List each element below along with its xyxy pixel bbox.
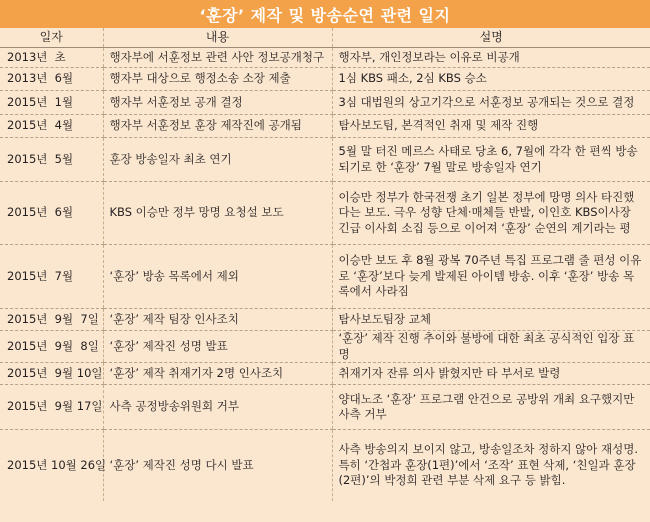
row-content: 행자부 서훈정보 공개 결정	[103, 91, 332, 115]
row-content: 행자부 대상으로 행정소송 소장 제출	[103, 68, 332, 91]
row-content: KBS 이승만 정부 망명 요청설 보도	[103, 182, 332, 245]
row-content: 훈장 방송일자 최초 연기	[103, 138, 332, 182]
row-date: 2015년 9월 7일	[0, 309, 103, 331]
row-content: ‘훈장’ 제작진 성명 발표	[103, 331, 332, 363]
row-description: 이승만 정부가 한국전쟁 초기 일본 정부에 망명 의사 타진했다는 보도. 극우 성향 단체·매체들 반발, 이인호 KBS이사장 긴급 이사회 소집 등으로 이어져 ‘훈장’ 순연의 계기라는 평	[332, 182, 650, 245]
table-row	[0, 91, 650, 115]
timeline-table	[0, 28, 650, 501]
row-date: 2015년 9월 17일	[0, 385, 103, 430]
row-content: 사측 공정방송위원회 거부	[103, 385, 332, 430]
table-row	[0, 48, 650, 68]
table-row	[0, 115, 650, 138]
row-description: 이승만 보도 후 8월 광복 70주년 특집 프로그램 줄 편성 이유로 ‘훈장’보다 늦게 발제된 아이템 방송. 이후 ‘훈장’ 방송 목록에서 사라짐	[332, 245, 650, 309]
row-description: 양대노조 ‘훈장’ 프로그램 안건으로 공방위 개최 요구했지만 사측 거부	[332, 385, 650, 430]
table-row	[0, 331, 650, 363]
row-content: ‘훈장’ 제작 팀장 인사조치	[103, 309, 332, 331]
row-description: 행자부, 개인정보라는 이유로 비공개	[332, 48, 650, 68]
table-row	[0, 385, 650, 430]
row-date: 2015년 4월	[0, 115, 103, 138]
row-date: 2015년 7월	[0, 245, 103, 309]
row-date: 2015년 5월	[0, 138, 103, 182]
row-content: 행자부에 서훈정보 관련 사안 정보공개청구	[103, 48, 332, 68]
row-description: 3심 대법원의 상고기각으로 서훈정보 공개되는 것으로 결정	[332, 91, 650, 115]
table-row	[0, 182, 650, 245]
row-content: 행자부 서훈정보 훈장 제작진에 공개됨	[103, 115, 332, 138]
table-row	[0, 138, 650, 182]
table-row	[0, 245, 650, 309]
row-date: 2015년 10월 26일	[7, 457, 107, 472]
header-date: 일자	[0, 28, 103, 48]
row-date: 2015년 1월	[0, 91, 103, 115]
row-date: 2013년 6월	[0, 68, 103, 91]
row-description: ‘훈장’ 제작 진행 추이와 불방에 대한 최초 공식적인 입장 표명	[332, 331, 650, 363]
row-description: 탐사보도팀, 본격적인 취재 및 제작 진행	[332, 115, 650, 138]
row-description: 5월 말 터진 메르스 사태로 당초 6, 7월에 각각 한 편씩 방송되기로 한 ‘훈장’ 7월 말로 방송일자 연기	[332, 138, 650, 182]
page-title: ‘훈장’ 제작 및 방송순연 관련 일지	[199, 5, 451, 25]
row-description: 탐사보도팀장 교체	[332, 309, 650, 331]
title-bar	[0, 0, 650, 28]
row-description: 취재기자 잔류 의사 밝혔지만 타 부서로 발령	[332, 363, 650, 385]
table-row	[0, 430, 650, 501]
row-content: ‘훈장’ 방송 목록에서 제외	[103, 245, 332, 309]
row-description: 사측 방송의지 보이지 않고, 방송일조차 정하지 않아 재성명. 특히 ‘간첩과 훈장(1편)’에서 ‘조작’ 표현 삭제, ‘친일과 훈장(2편)’의 박정희 관련 부분 삭제 요구 등 밝힘.	[332, 430, 650, 501]
row-date: 2015년 9월 10일	[0, 363, 103, 385]
header-description: 설명	[332, 28, 650, 48]
row-content: ‘훈장’ 제작 취재기자 2명 인사조치	[103, 363, 332, 385]
table-row	[0, 309, 650, 331]
row-date: 2015년 6월	[0, 182, 103, 245]
header-content: 내용	[103, 28, 332, 48]
header-row	[0, 28, 650, 48]
row-description: 1심 KBS 패소, 2심 KBS 승소	[332, 68, 650, 91]
table-row	[0, 363, 650, 385]
timeline-table-wrap	[0, 28, 650, 522]
table-row	[0, 68, 650, 91]
row-date: 2013년 초	[0, 48, 103, 68]
row-content: ‘훈장’ 제작진 성명 다시 발표	[103, 430, 332, 501]
row-date: 2015년 9월 8일	[0, 331, 103, 363]
